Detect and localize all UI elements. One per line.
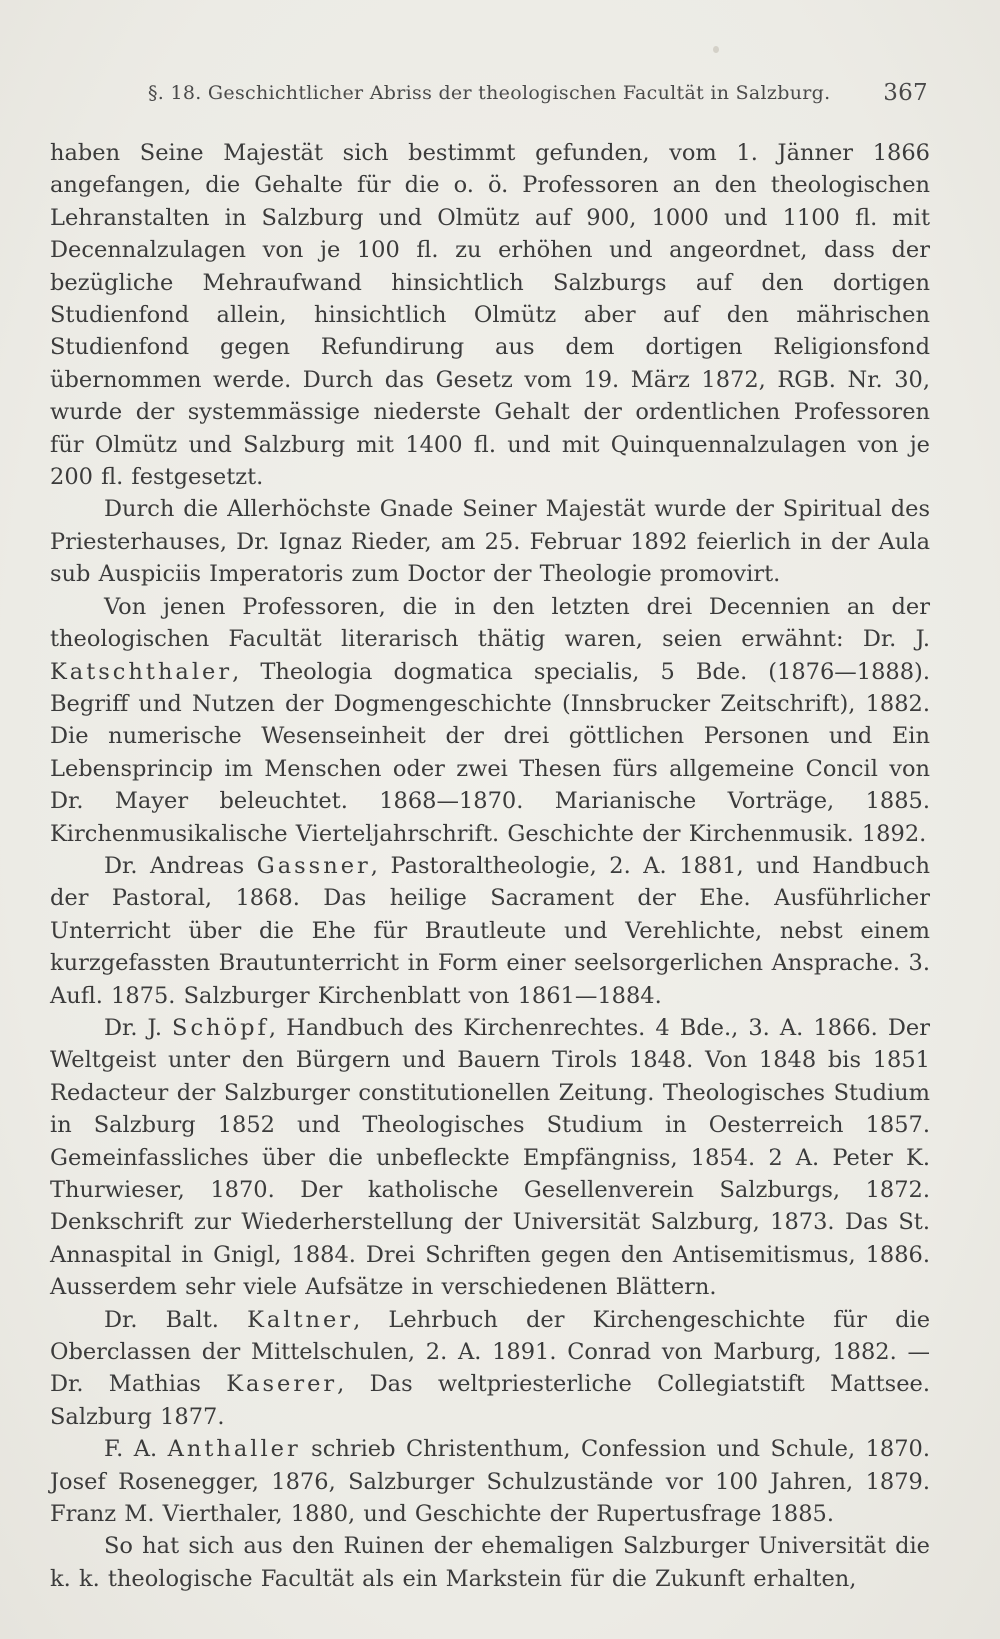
author-name-spaced: Gassner xyxy=(256,852,371,879)
running-title: §. 18. Geschichtlicher Abriss der theologischen Facultät in Salzburg. xyxy=(148,82,831,104)
paragraph-text: Von jenen Professoren, die in den letzten drei Decennien an der theologischen Facultät literarisch thätig waren, seien erwähnt: Dr. J. xyxy=(50,593,930,653)
author-name-spaced: Anthaller xyxy=(167,1436,301,1463)
paper-blemish xyxy=(713,46,719,53)
author-name-spaced: Kaserer xyxy=(226,1371,338,1398)
paragraph-text: Dr. Balt. xyxy=(104,1306,248,1333)
paragraph-kaltner-kaserer xyxy=(50,1304,930,1434)
paragraph-conclusion xyxy=(50,1530,930,1595)
paragraph-text: So hat sich aus den Ruinen der ehemaligen Salzburger Universität die k. k. theologische Facultät als ein Markstein für die Zukunft erhalten, xyxy=(50,1533,930,1592)
paragraph-text: , Pastoraltheologie, 2. A. 1881, und Handbuch der Pastoral, 1868. Das heilige Sacrament der Ehe. Ausführlicher Unterricht über die Ehe für Brautleute und Verehlichte, nebst einem kurzgefassten Brautunterricht in Form einer seelsorgerlichen Ansprache. 3. Aufl. 1875. Salzburger Kirchenblatt von 1861—1884. xyxy=(50,852,930,1009)
paragraph-text: haben Seine Majestät sich bestimmt gefunden, vom 1. Jänner 1866 angefangen, die Gehalte für die o. ö. Professoren an den theologischen Lehranstalten in Salzburg und Olmütz auf 900, 1000 und 1100 fl. mit Decennalzulagen von je 100 fl. zu erhöhen und angeordnet, dass der bezügliche Mehraufwand hinsichtlich Salzburgs auf den dortigen Studienfond allein, hinsichtlich Olmütz aber auf den mährischen Studienfond gegen Refundirung aus dem dortigen Religionsfond übernommen werde. Durch das Gesetz vom 19. März 1872, RGB. Nr. 30, wurde der systemmässige niederste Gehalt der ordentlichen Professoren für Olmütz und Salzburg mit 1400 fl. und mit Quinquennalzulagen von je 200 fl. festgesetzt. xyxy=(50,140,930,491)
paragraph-text: , Handbuch des Kirchenrechtes. 4 Bde., 3. A. 1866. Der Weltgeist unter den Bürgern und Bauern Tirols 1848. Von 1848 bis 1851 Redacteur der Salzburger constitutionellen Zeitung. Theologisches Studium in Salzburg 1852 und Theologisches Studium in Oesterreich 1857. Gemeinfassliches über die unbefleckte Empfängniss, 1854. 2 A. Peter K. Thurwieser, 1870. Der katholische Gesellenverein Salzburgs, 1872. Denkschrift zur Wiederherstellung der Universität Salzburg, 1873. Das St. Annaspital in Gnigl, 1884. Drei Schriften gegen den Antisemitismus, 1886. Ausserdem sehr viele Aufsätze in verschiedenen Blättern. xyxy=(50,1014,930,1301)
paragraph-anthaller xyxy=(50,1433,930,1530)
paragraph-text: , Theologia dogmatica specialis, 5 Bde. (1876—1888). Begriff und Nutzen der Dogmengeschichte (Innsbrucker Zeitschrift), 1882. Die numerische Wesenseinheit der drei göttlichen Personen und Ein Lebensprincip im Menschen oder zwei Thesen fürs allgemeine Concil von Dr. Mayer beleuchtet. 1868—1870. Marianische Vorträge, 1885. Kirchenmusikalische Vierteljahrschrift. Geschichte der Kirchenmusik. 1892. xyxy=(50,658,930,847)
page-header xyxy=(148,82,928,112)
paragraph-text: schrieb Christenthum, Confession und Schule, 1870. Josef Rosenegger, 1876, Salzburger Schulzustände vor 100 Jahren, 1879. Franz M. Vierthaler, 1880, und Geschichte der Rupertusfrage 1885. xyxy=(50,1436,931,1528)
paragraph-text: Dr. Andreas xyxy=(104,852,257,879)
paragraph-text: Durch die Allerhöchste Gnade Seiner Majestät wurde der Spiritual des Priesterhauses, Dr. Ignaz Rieder, am 25. Februar 1892 feierlich in der Aula sub Auspiciis Imperatoris zum Doctor der Theologie promovirt. xyxy=(50,496,930,588)
paragraph-schoepf xyxy=(50,1012,930,1304)
paragraph-text: F. A. xyxy=(104,1436,168,1463)
author-name-spaced: Katschthaler xyxy=(50,658,233,685)
paragraph-gassner xyxy=(50,850,930,1012)
paragraph-text: Dr. J. xyxy=(104,1014,173,1041)
paragraph-katschthaler xyxy=(50,591,930,850)
body-text xyxy=(50,137,930,1595)
paragraph-text: , Lehrbuch der Kirchengeschichte für die Oberclassen der Mittelschulen, 2. A. 1891. Conrad von Marburg, 1882. — Dr. Mathias xyxy=(50,1306,931,1398)
paragraph-text: , Das weltpriesterliche Collegiatstift Mattsee. Salzburg 1877. xyxy=(50,1371,931,1430)
page-number: 367 xyxy=(883,80,928,106)
author-name-spaced: Kaltner xyxy=(247,1306,354,1333)
paragraph-rieder-promotion xyxy=(50,493,930,590)
author-name-spaced: Schöpf xyxy=(172,1014,269,1041)
paragraph-salaries xyxy=(50,137,930,493)
